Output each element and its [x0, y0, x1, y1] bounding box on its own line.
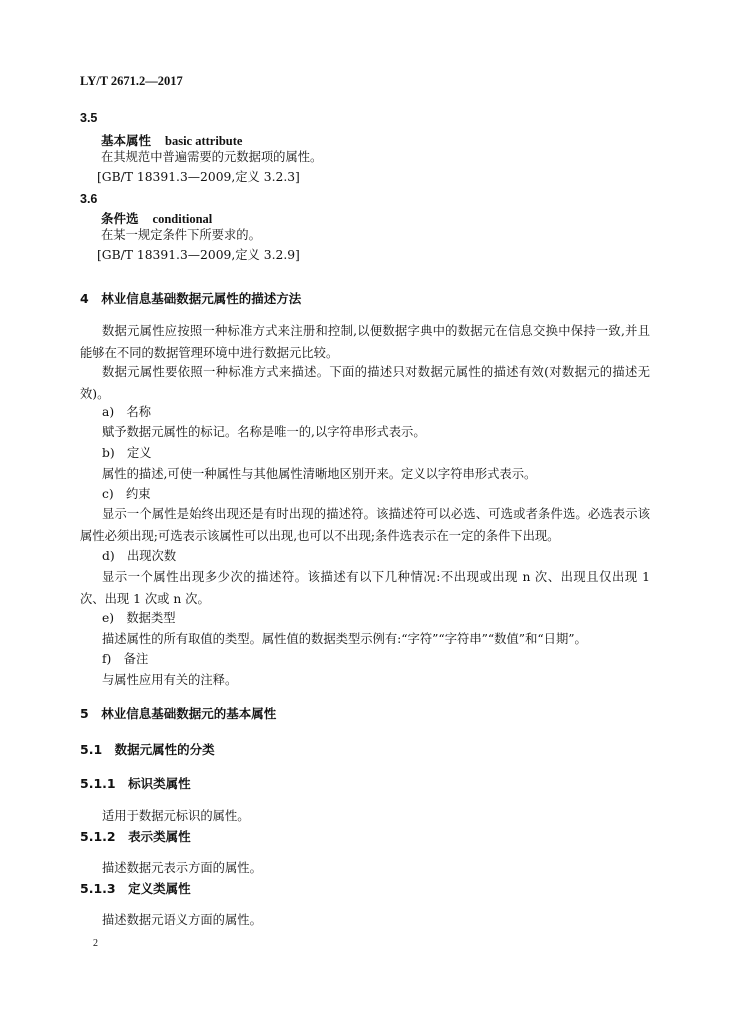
term-number: 3.5 [80, 111, 98, 125]
subsection-heading: 5.1.3 定义类属性 [80, 881, 191, 896]
list-item-label: d) 出现次数 [102, 549, 177, 563]
paragraph: 数据元属性应按照一种标准方式来注册和控制,以便数据字典中的数据元在信息交换中保持一致,并且能够在不同的数据管理环境中进行数据元比较。 [80, 324, 650, 360]
term-number: 3.6 [80, 192, 98, 206]
list-item-label: a) 名称 [102, 405, 152, 419]
term-definition: 在其规范中普遍需要的元数据项的属性。 [101, 150, 323, 164]
section-heading: 5 林业信息基础数据元的基本属性 [80, 706, 277, 721]
term-en: conditional [152, 212, 213, 226]
list-item-text: 与属性应用有关的注释。 [102, 673, 238, 687]
list-item-text: 显示一个属性出现多少次的描述符。该描述有以下几种情况:不出现或出现 n 次、出现且仅出现 1 次、出现 1 次或 n 次。 [80, 570, 650, 606]
term-cn: 条件选 [101, 211, 139, 226]
term-en: basic attribute [165, 134, 243, 148]
subsection-heading: 5.1 数据元属性的分类 [80, 742, 215, 757]
term-source: [GB/T 18391.3—2009,定义 3.2.3] [97, 170, 300, 184]
list-item-label: e) 数据类型 [102, 611, 176, 625]
paragraph: 数据元属性要依照一种标准方式来描述。下面的描述只对数据元属性的描述有效(对数据元的描述无效)。 [80, 365, 650, 401]
subsection-text: 适用于数据元标识的属性。 [102, 809, 250, 823]
term-cn: 基本属性 [101, 133, 152, 148]
list-item-label: c) 约束 [102, 487, 151, 501]
subsection-heading: 5.1.1 标识类属性 [80, 776, 191, 791]
subsection-text: 描述数据元语义方面的属性。 [102, 913, 262, 927]
section-heading: 4 林业信息基础数据元属性的描述方法 [80, 291, 302, 306]
list-item-text: 赋予数据元属性的标记。名称是唯一的,以字符串形式表示。 [102, 425, 426, 439]
subsection-heading: 5.1.2 表示类属性 [80, 829, 191, 844]
list-item-text: 描述属性的所有取值的类型。属性值的数据类型示例有:“字符”“字符串”“数值”和“日期”。 [102, 632, 587, 646]
page-number: 2 [93, 938, 98, 949]
list-item-label: b) 定义 [102, 446, 152, 460]
term-source: [GB/T 18391.3—2009,定义 3.2.9] [97, 248, 300, 262]
subsection-text: 描述数据元表示方面的属性。 [102, 861, 262, 875]
list-item-label: f) 备注 [102, 652, 149, 666]
term-definition: 在某一规定条件下所要求的。 [101, 228, 261, 242]
list-item-text: 属性的描述,可使一种属性与其他属性清晰地区别开来。定义以字符串形式表示。 [102, 467, 537, 481]
standard-code-header: LY/T 2671.2—2017 [80, 74, 183, 88]
list-item-text: 显示一个属性是始终出现还是有时出现的描述符。该描述符可以必选、可选或者条件选。必选表示该属性必须出现;可选表示该属性可以出现,也可以不出现;条件选表示在一定的条件下出现。 [80, 507, 650, 543]
